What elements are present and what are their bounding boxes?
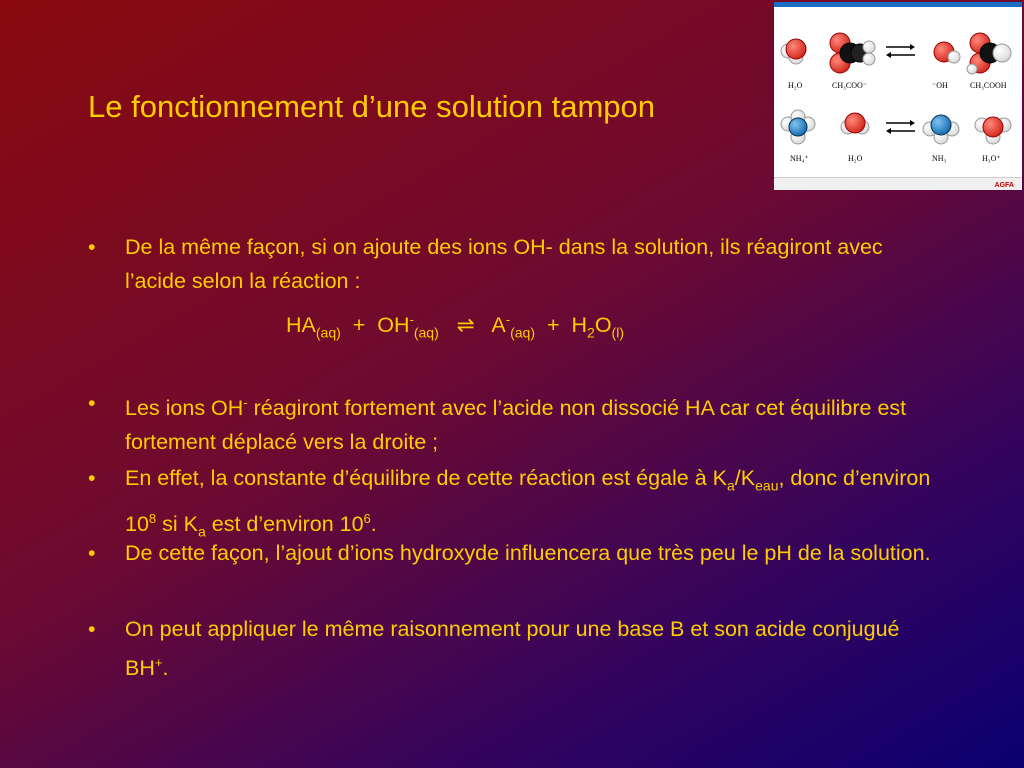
label-acetic-acid: CH₃COOH xyxy=(970,81,1007,90)
eq-ha-state: (aq) xyxy=(315,324,341,341)
eq-h2o-o: O xyxy=(594,313,612,338)
bullet-marker: • xyxy=(88,617,96,641)
bullet-4-text: De cette façon, l’ajout d’ions hydroxyde influencera que très peu le pH de la solution. xyxy=(125,541,931,565)
eq-h2o-index: 2 xyxy=(587,324,595,341)
eq-a-charge: - xyxy=(505,312,511,327)
exchange-arrows-icon xyxy=(886,120,915,134)
label-h2o: H₂O xyxy=(848,154,863,163)
bullet-marker: • xyxy=(88,466,96,490)
molecule-diagram xyxy=(774,7,1022,177)
reaction-equation xyxy=(286,303,624,349)
label-h2o: H₂O xyxy=(788,81,803,90)
bullet-1-text: De la même façon, si on ajoute des ions OH- dans la solution, ils réagiront avec l’acide selon la réaction : xyxy=(125,235,883,293)
label-acetate: CH₃COO⁻ xyxy=(832,81,868,90)
eq-h2o-state: (l) xyxy=(611,324,624,341)
label-ammonium: NH₄⁺ xyxy=(790,154,809,163)
agfa-logo: AGFA xyxy=(994,182,1014,189)
eq-ha: HA xyxy=(286,313,316,338)
acetate-molecule-icon xyxy=(830,33,875,73)
label-hydroxide: ⁻OH xyxy=(932,81,948,90)
bullet-2-text: Les ions OH- réagiront fortement avec l’acide non dissocié HA car cet équilibre est fortement déplacé vers la droite ; xyxy=(125,395,907,455)
eq-oh-charge: - xyxy=(409,312,414,327)
ammonia-molecule-icon xyxy=(923,115,959,144)
exchange-arrows-icon xyxy=(886,44,915,58)
equilibrium-arrow-icon: ⇌ xyxy=(456,313,475,338)
bullet-3-text: En effet, la constante d’équilibre de cette réaction est égale à $K_a/K_{eau}$, donc d’environ $10^8$ si $K_a$ est d’environ $10^6$. xyxy=(125,466,931,540)
label-ammonia: NH₃ xyxy=(932,154,947,163)
eq-oh-state: (aq) xyxy=(413,324,439,341)
water-molecule-icon xyxy=(781,39,806,64)
eq-h2o-h: H xyxy=(571,313,588,338)
eq-plus: + xyxy=(352,313,366,338)
label-hydronium: H₃O⁺ xyxy=(982,154,1001,163)
bullet-marker: • xyxy=(88,541,96,565)
bullet-marker: • xyxy=(88,235,96,259)
slide-title: Le fonctionnement d’une solution tampon xyxy=(88,89,656,124)
bullet-marker: • xyxy=(88,391,96,415)
ammonium-molecule-icon xyxy=(781,110,815,144)
molecule-figure xyxy=(774,2,1022,190)
eq-a-state: (aq) xyxy=(510,324,536,341)
hydronium-molecule-icon xyxy=(975,117,1011,144)
figure-footer xyxy=(774,177,1022,190)
bullet-5-text: On peut appliquer le même raisonnement pour une base B et son acide conjugué BH+. xyxy=(125,617,900,681)
acetic-acid-molecule-icon xyxy=(967,33,1011,74)
water-molecule-icon xyxy=(841,113,869,134)
eq-a: A xyxy=(491,313,506,338)
hydroxide-molecule-icon xyxy=(934,42,960,63)
eq-plus: + xyxy=(546,313,560,338)
eq-oh: OH xyxy=(377,313,410,338)
